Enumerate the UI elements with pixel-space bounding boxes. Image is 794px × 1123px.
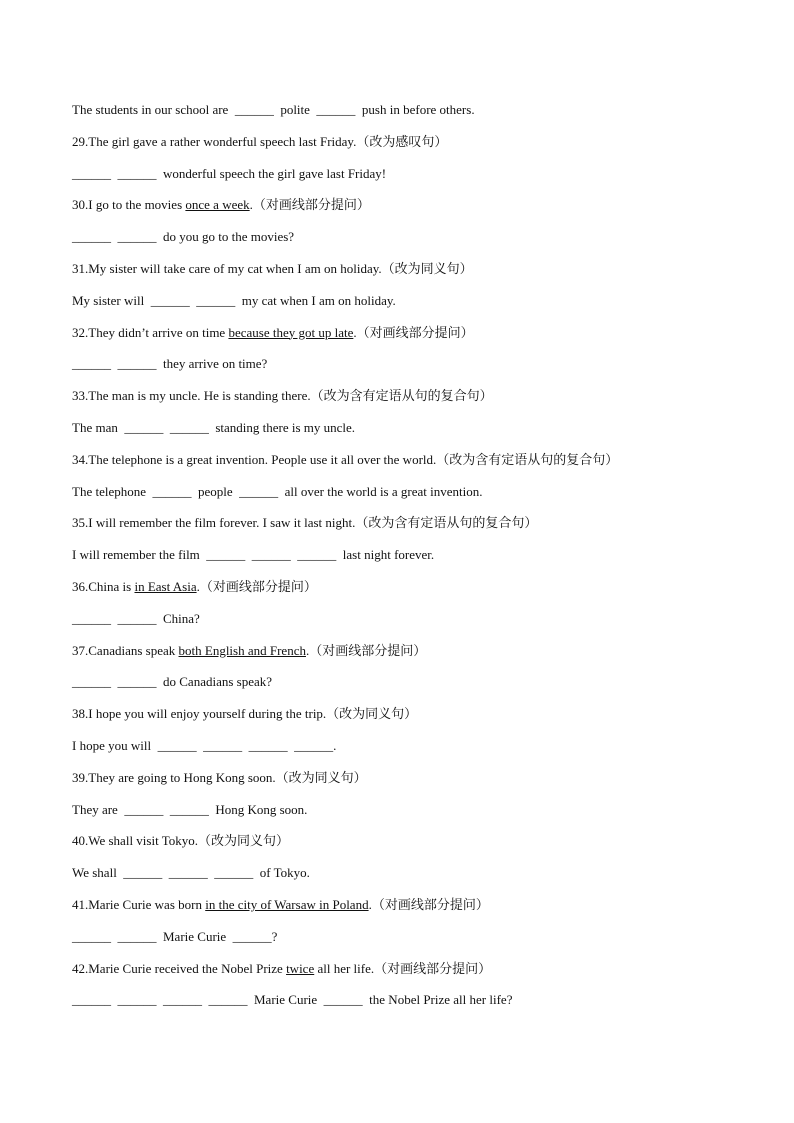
underlined-phrase: once a week <box>185 197 250 213</box>
worksheet-line <box>72 895 752 927</box>
worksheet-line <box>72 164 752 196</box>
worksheet-line <box>72 736 752 768</box>
line-text: 34.The telephone is a great invention. People use it all over the world.（改为含有定语从句的复合句） <box>72 451 619 467</box>
worksheet-line <box>72 482 752 514</box>
worksheet-line <box>72 513 752 545</box>
underlined-phrase: because they got up late <box>228 324 354 340</box>
line-text: .（对画线部分提问） <box>305 642 427 658</box>
line-text: 36.China is <box>72 578 135 594</box>
line-text: 38.I hope you will enjoy yourself during the trip.（改为同义句） <box>72 706 418 722</box>
line-text: The students in our school are ______ polite ______ push in before others. <box>72 102 475 117</box>
worksheet-line <box>72 323 752 355</box>
worksheet-line <box>72 545 752 577</box>
line-text: 29.The girl gave a rather wonderful speech last Friday.（改为感叹句） <box>72 133 448 149</box>
line-text: The telephone ______ people ______ all over the world is a great invention. <box>72 483 483 499</box>
line-text: .（对画线部分提问） <box>249 197 370 213</box>
line-text: ______ ______ do Canadians speak? <box>72 674 273 690</box>
worksheet-line <box>72 354 752 386</box>
line-text: 31.My sister will take care of my cat when I am on holiday.（改为同义句） <box>72 260 473 276</box>
line-text: 30.I go to the movies <box>72 197 186 213</box>
line-text: ______ ______ Marie Curie ______? <box>72 928 278 944</box>
worksheet-line <box>72 959 752 991</box>
line-text: We shall ______ ______ ______ of Tokyo. <box>72 865 310 881</box>
line-text: ______ ______ they arrive on time? <box>72 356 268 372</box>
worksheet-line <box>72 672 752 704</box>
line-text: 37.Canadians speak <box>72 642 179 658</box>
line-text: My sister will ______ ______ my cat when I am on holiday. <box>72 292 396 308</box>
line-text: I will remember the film ______ ______ ______ last night forever. <box>72 547 435 563</box>
worksheet-line <box>72 418 752 450</box>
line-text: They are ______ ______ Hong Kong soon. <box>72 801 308 817</box>
worksheet-line <box>72 259 752 291</box>
worksheet-line <box>72 768 752 800</box>
worksheet-line <box>72 831 752 863</box>
worksheet-line <box>72 386 752 418</box>
worksheet-line <box>72 195 752 227</box>
worksheet-line <box>72 990 752 1022</box>
worksheet-line <box>72 609 752 641</box>
underlined-phrase: twice <box>286 960 315 976</box>
line-text: all her life.（对画线部分提问） <box>314 960 492 976</box>
line-text: 42.Marie Curie received the Nobel Prize <box>72 960 287 976</box>
underlined-phrase: in the city of Warsaw in Poland <box>205 896 369 912</box>
worksheet-line <box>72 704 752 736</box>
line-text: 41.Marie Curie was born <box>72 896 206 912</box>
underlined-phrase: in East Asia <box>134 578 197 594</box>
worksheet-line <box>72 100 752 132</box>
line-text: ______ ______ wonderful speech the girl gave last Friday! <box>72 165 387 181</box>
worksheet-line <box>72 800 752 832</box>
line-text: ______ ______ do you go to the movies? <box>72 229 295 245</box>
worksheet-line <box>72 927 752 959</box>
line-text: 40.We shall visit Tokyo.（改为同义句） <box>72 833 289 849</box>
worksheet-line <box>72 577 752 609</box>
worksheet-page <box>72 100 752 1022</box>
underlined-phrase: both English and French <box>178 642 306 658</box>
worksheet-line <box>72 291 752 323</box>
worksheet-line <box>72 450 752 482</box>
line-text: ______ ______ China? <box>72 610 200 626</box>
worksheet-line <box>72 132 752 164</box>
worksheet-line <box>72 641 752 673</box>
line-text: 35.I will remember the film forever. I saw it last night.（改为含有定语从句的复合句） <box>72 515 538 531</box>
worksheet-line <box>72 227 752 259</box>
line-text: ______ ______ ______ ______ Marie Curie ______ the Nobel Prize all her life? <box>72 992 513 1008</box>
line-text: 39.They are going to Hong Kong soon.（改为同义句） <box>72 769 367 785</box>
line-text: 32.They didn’t arrive on time <box>72 324 229 340</box>
line-text: .（对画线部分提问） <box>196 578 317 594</box>
line-text: The man ______ ______ standing there is my uncle. <box>72 419 356 435</box>
line-text: .（对画线部分提问） <box>368 896 489 912</box>
line-text: I hope you will ______ ______ ______ ______. <box>72 737 337 753</box>
line-text: 33.The man is my uncle. He is standing there.（改为含有定语从句的复合句） <box>72 388 493 404</box>
line-text: .（对画线部分提问） <box>353 324 474 340</box>
worksheet-line <box>72 863 752 895</box>
